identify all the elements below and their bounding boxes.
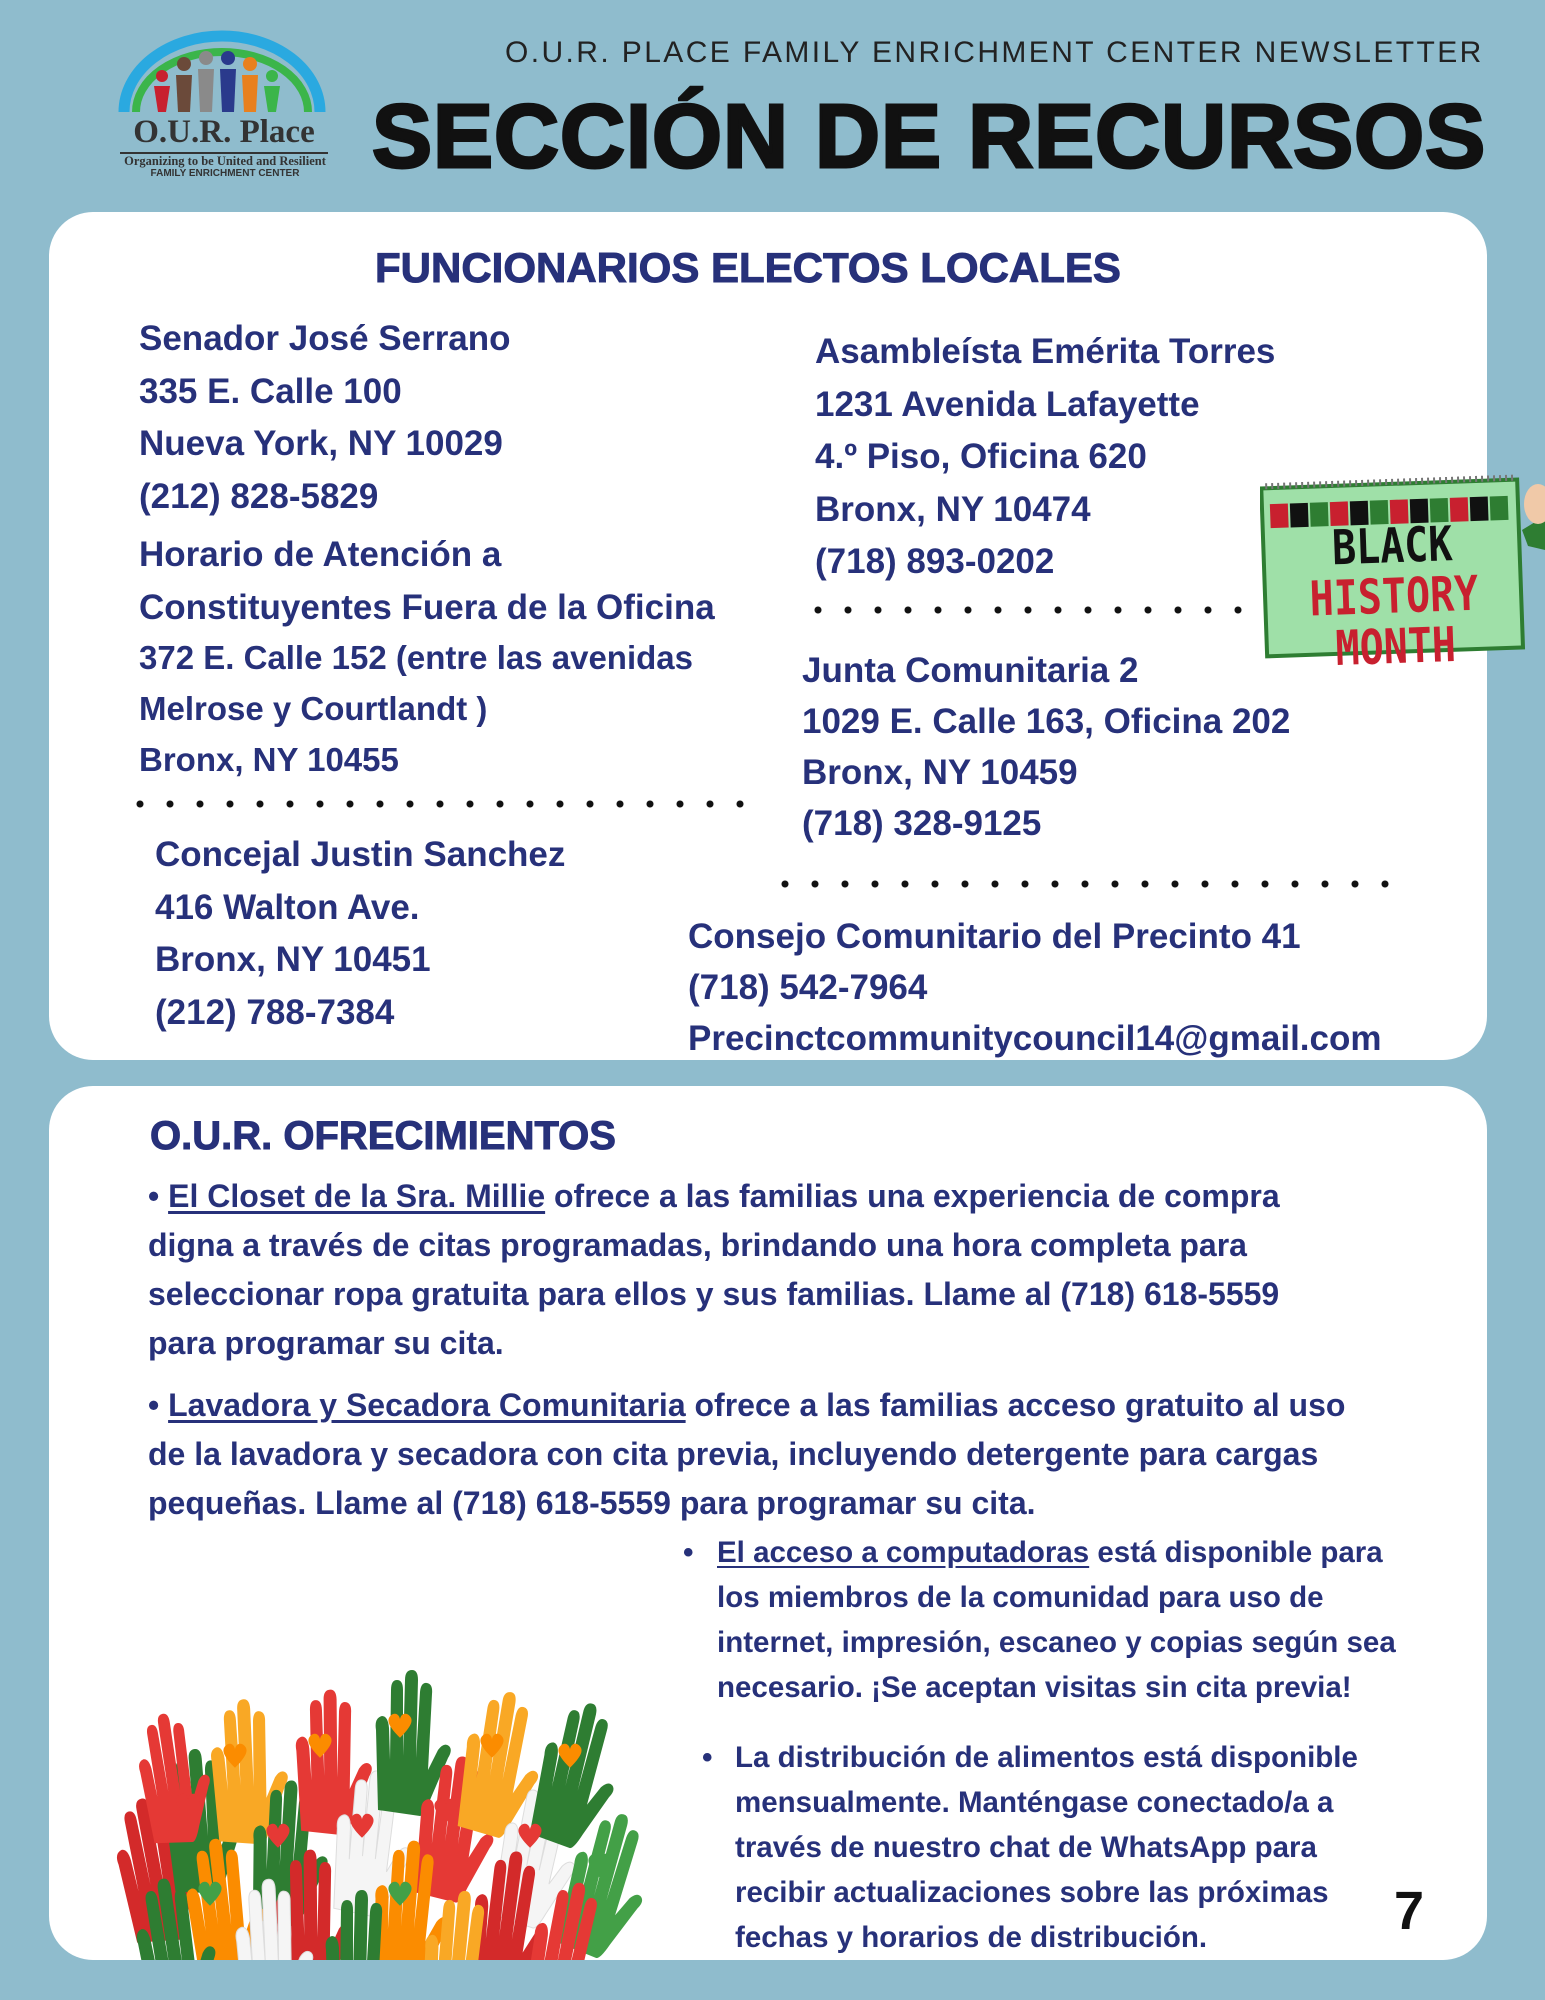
logo-subtitle: FAMILY ENRICHMENT CENTER [150,168,300,179]
community-board-block [802,645,1290,849]
senator-serrano-block [139,313,715,634]
logo-name: O.U.R. Place [133,114,315,150]
logo-tagline: Organizing to be United and Resilient [124,154,326,168]
laundry-line1: ofrece a las familias acceso gratuito al uso [685,1387,1346,1423]
badge-black: BLACK [1331,516,1454,577]
board-address1: 1029 E. Calle 163, Oficina 202 [802,702,1291,741]
closet-line2: digna a través de citas programadas, brindando una hora completa para [148,1227,1247,1263]
serrano-phone: (212) 828-5829 [139,476,379,516]
torres-address3: Bronx, NY 10474 [815,489,1091,529]
bullet-icon: • [683,1536,694,1569]
torres-address2: 4.º Piso, Oficina 620 [815,437,1147,476]
food-line4: recibir actualizaciones sobre las próximas [735,1876,1329,1909]
badge-history: HISTORY [1308,566,1480,628]
badge-text [1273,517,1514,676]
board-name: Junta Comunitaria 2 [802,651,1139,690]
offerings-heading: O.U.R. OFRECIMIENTOS [150,1114,616,1158]
precinct-council-block [688,911,1382,1064]
computers-item [683,1530,1396,1710]
laundry-line3: pequeñas. Llame al (718) 618-5559 para programar su cita. [148,1485,1036,1521]
serrano-address2: Nueva York, NY 10029 [139,424,503,463]
newsletter-title: O.U.R. PLACE FAMILY ENRICHMENT CENTER NEWSLETTER [505,36,1484,69]
serrano-hours2: Constituyentes Fuera de la Oficina [139,587,715,627]
food-line2: mensualmente. Manténgase conectado/a a [735,1786,1334,1819]
section-title: SECCIÓN DE RECURSOS [372,87,1487,187]
dotted-divider [803,606,1273,614]
closet-bullet: • [148,1178,160,1214]
serrano-address1: 335 E. Calle 100 [139,371,402,411]
board-address2: Bronx, NY 10459 [802,753,1078,792]
serrano-name: Senador José Serrano [139,319,511,358]
computers-line4: necesario. ¡Se aceptan visitas sin cita previa! [717,1671,1352,1704]
closet-line3: seleccionar ropa gratuita para ellos y sus familias. Llame al (718) 618-5559 [148,1276,1280,1312]
precinct-phone: (718) 542-7964 [688,968,928,1007]
sanchez-name: Concejal Justin Sanchez [155,835,566,874]
sanchez-phone: (212) 788-7384 [155,992,395,1032]
laundry-line2: de la lavadora y secadora con cita previa, incluyendo detergente para cargas [148,1436,1319,1472]
serrano-hours-address1: 372 E. Calle 152 (entre las avenidas [139,639,693,676]
food-item [702,1735,1358,1960]
hands-graphic [100,1630,680,1960]
laundry-link[interactable]: Lavadora y Secadora Comunitaria [168,1387,686,1423]
officials-heading: FUNCIONARIOS ELECTOS LOCALES [375,244,1121,291]
computers-link[interactable]: El acceso a computadoras [717,1536,1090,1569]
page-number: 7 [1394,1881,1425,1941]
food-line1: La distribución de alimentos está disponible [735,1741,1358,1774]
torres-phone: (718) 893-0202 [815,542,1055,581]
laundry-bullet: • [148,1387,160,1423]
closet-line1: ofrece a las familias una experiencia de compra [545,1178,1280,1214]
laundry-paragraph [148,1381,1345,1528]
precinct-name: Consejo Comunitario del Precinto 41 [688,917,1301,956]
black-history-month-badge [1260,460,1545,678]
serrano-hours-address3: Bronx, NY 10455 [139,741,399,778]
closet-paragraph [148,1172,1280,1368]
sanchez-address1: 416 Walton Ave. [155,887,420,927]
badge-month: MONTH [1334,617,1457,678]
councilman-sanchez-block [155,829,565,1039]
computers-line3: internet, impresión, escaneo y copias según sea [717,1626,1396,1659]
closet-link[interactable]: El Closet de la Sra. Millie [168,1178,546,1214]
closet-line4: para programar su cita. [148,1325,504,1361]
board-phone: (718) 328-9125 [802,804,1042,843]
serrano-hours-address [139,632,693,785]
serrano-hours1: Horario de Atención a [139,535,502,574]
computers-line1: está disponible para [1089,1536,1383,1569]
sanchez-address2: Bronx, NY 10451 [155,940,431,979]
assembly-torres-block [815,326,1275,589]
food-line5: fechas y horarios de distribución. [735,1921,1208,1954]
bullet-icon: • [702,1741,713,1774]
dotted-divider [770,880,1400,888]
computers-line2: los miembros de la comunidad para uso de [717,1581,1324,1614]
torres-name: Asambleísta Emérita Torres [815,332,1276,371]
precinct-email[interactable]: Precinctcommunitycouncil14@gmail.com [688,1019,1382,1058]
dotted-divider [125,800,750,808]
raised-hands-illustration [100,1630,680,1960]
serrano-hours-address2: Melrose y Courtlandt ) [139,690,488,727]
torres-address1: 1231 Avenida Lafayette [815,384,1200,424]
food-line3: través de nuestro chat de WhatsApp para [735,1831,1317,1864]
